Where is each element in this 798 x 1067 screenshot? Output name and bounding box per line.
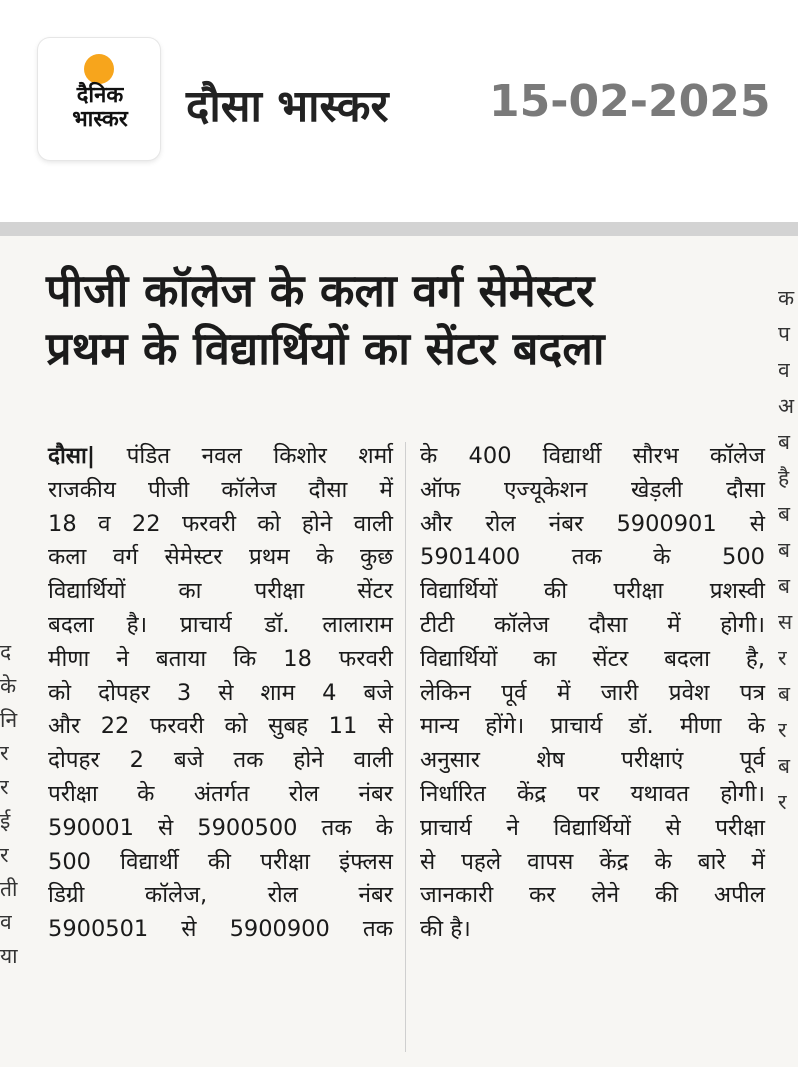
headline-line: प्रथम के विद्यार्थियों का सेंटर बदला xyxy=(46,322,605,375)
body-line: डिग्री कॉलेज, रोल नंबर xyxy=(48,882,393,909)
fragment: स xyxy=(778,610,793,634)
body-line: परीक्षा के अंतर्गत रोल नंबर xyxy=(48,780,393,807)
body-line: से पहले वापस केंद्र के बारे में xyxy=(420,848,765,875)
body-line: टीटी कॉलेज दौसा में होगी। xyxy=(420,611,765,638)
fragment: के xyxy=(0,673,17,698)
fragment: है xyxy=(778,466,790,490)
fragment: प xyxy=(778,322,790,346)
fragment: र xyxy=(778,646,787,670)
body-line: प्राचार्य ने विद्यार्थियों से परीक्षा xyxy=(420,814,765,841)
body-line: निर्धारित केंद्र पर यथावत होगी। xyxy=(420,780,765,807)
body-line: 18 व 22 फरवरी को होने वाली xyxy=(48,510,393,537)
fragment: क xyxy=(778,286,795,310)
page-header xyxy=(0,0,798,222)
article-column-2 xyxy=(420,440,765,947)
fragment: अ xyxy=(778,394,795,418)
body-line: के 400 विद्यार्थी सौरभ कॉलेज xyxy=(420,443,765,469)
sun-icon xyxy=(84,54,114,84)
logo-text-line1: दैनिक xyxy=(76,83,124,108)
logo-wordmark xyxy=(48,84,152,132)
body-line: को दोपहर 3 से शाम 4 बजे xyxy=(48,679,393,706)
body-line: और 22 फरवरी को सुबह 11 से xyxy=(48,713,393,740)
fragment: ब xyxy=(778,682,790,706)
body-line: अनुसार शेष परीक्षाएं पूर्व xyxy=(420,747,765,774)
body-line: 5901400 तक के 500 xyxy=(420,544,765,571)
fragment: ब xyxy=(778,538,790,562)
logo-text-line2: भास्कर xyxy=(72,107,128,132)
fragment: नि xyxy=(0,707,18,732)
body-line: लेकिन पूर्व में जारी प्रवेश पत्र xyxy=(420,679,765,706)
body-line xyxy=(48,440,393,474)
body-line: ऑफ एज्यूकेशन खेड़ली दौसा xyxy=(420,476,765,503)
headline-line: पीजी कॉलेज के कला वर्ग सेमेस्टर xyxy=(46,264,595,317)
body-line: दोपहर 2 बजे तक होने वाली xyxy=(48,747,393,774)
column-rule xyxy=(405,442,406,1052)
fragment: र xyxy=(0,775,9,800)
article-headline xyxy=(46,262,746,378)
body-text: पंडित नवल किशोर शर्मा xyxy=(126,443,393,469)
body-line: जानकारी कर लेने की अपील xyxy=(420,882,765,909)
body-line: मान्य होंगे। प्राचार्य डॉ. मीणा के xyxy=(420,713,765,740)
fragment: या xyxy=(0,944,18,969)
publication-name: दौसा भास्कर xyxy=(186,81,389,132)
fragment: र xyxy=(778,718,787,742)
fragment: ब xyxy=(778,754,790,778)
fragment: ब xyxy=(778,574,790,598)
article-column-1 xyxy=(48,440,393,947)
fragment: र xyxy=(778,790,787,814)
fragment: र xyxy=(0,741,9,766)
body-line: की है। xyxy=(420,916,471,943)
body-line: विद्यार्थियों का सेंटर बदला है, xyxy=(420,645,765,672)
fragment: द xyxy=(0,640,12,664)
publication-date: 15-02-2025 xyxy=(489,76,771,127)
body-line: कला वर्ग सेमेस्टर प्रथम के कुछ xyxy=(48,544,393,571)
body-line: बदला है। प्राचार्य डॉ. लालाराम xyxy=(48,611,393,638)
body-line: 590001 से 5900500 तक के xyxy=(48,814,393,841)
fragment: ब xyxy=(778,502,790,526)
body-line: 500 विद्यार्थी की परीक्षा इंफ्लस xyxy=(48,848,393,875)
dateline: दौसा| xyxy=(48,443,96,469)
fragment: व xyxy=(0,910,12,935)
fragment: र xyxy=(0,842,9,867)
body-line: मीणा ने बताया कि 18 फरवरी xyxy=(48,645,393,672)
body-line: 5900501 से 5900900 तक xyxy=(48,916,393,943)
fragment: ब xyxy=(778,430,790,454)
header-divider xyxy=(0,222,798,236)
body-line: विद्यार्थियों की परीक्षा प्रशस्वी xyxy=(420,578,765,605)
body-line: राजकीय पीजी कॉलेज दौसा में xyxy=(48,476,393,503)
fragment: ती xyxy=(0,876,18,901)
adjacent-column-left xyxy=(0,636,22,974)
adjacent-column-right xyxy=(778,280,798,820)
fragment: ई xyxy=(0,808,11,833)
fragment: व xyxy=(778,358,790,382)
body-line: विद्यार्थियों का परीक्षा सेंटर xyxy=(48,578,393,605)
body-line: और रोल नंबर 5900901 से xyxy=(420,510,765,537)
